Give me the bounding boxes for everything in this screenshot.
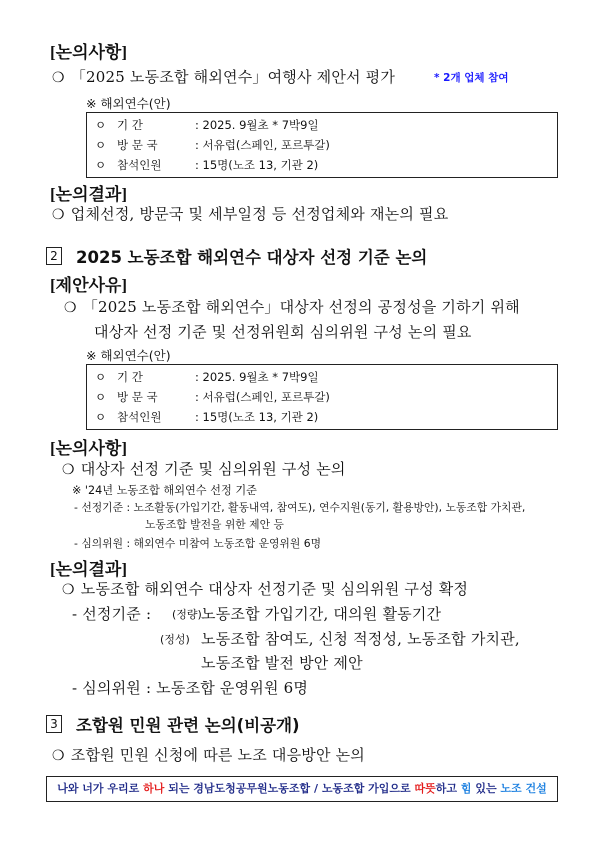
result-item-2 (62, 578, 468, 599)
circle-bullet-icon: ❍ (64, 300, 77, 316)
criteria-label: - 선정기준 : (72, 605, 152, 623)
circle-bullet-icon: ❍ (62, 462, 75, 478)
plan-info-box-1 (86, 112, 558, 178)
reason-line-2: 대상자 선정 기준 및 선정위원회 심의위원 구성 논의 필요 (94, 323, 472, 341)
reference-committee: - 심의위원 : 해외연수 미참여 노동조합 운영위원 6명 (74, 537, 322, 550)
plan-row-attendees: ㅇ 참석인원 : 15명(노조 13, 기관 2) (95, 410, 319, 424)
qualitative-criteria-1: 노동조합 참여도, 신청 적정성, 노동조합 가치관, (201, 630, 520, 648)
plan-label-1: ※ 해외연수(안) (86, 96, 171, 111)
section-3-item-text: 조합원 민원 신청에 따른 노조 대응방안 논의 (70, 746, 365, 764)
plan-row-country: ㅇ 방 문 국 : 서유럽(스페인, 포르투갈) (95, 390, 330, 404)
result-heading-1: [논의결과] (50, 185, 128, 204)
circle-bullet-icon: ❍ (62, 582, 75, 598)
vendor-count-note: * 2개 업체 참여 (434, 72, 509, 84)
slogan-part: 하고 (435, 782, 461, 795)
discussion-heading-2: [논의사항] (50, 439, 128, 458)
section-2-title (46, 244, 427, 268)
plan-row-attendees: ㅇ 참석인원 : 15명(노조 13, 기관 2) (95, 158, 319, 172)
reference-criteria-line-2: 노동조합 발전을 위한 제안 등 (145, 518, 284, 531)
circle-bullet-icon: ❍ (52, 748, 65, 764)
section-number-box: 3 (46, 715, 62, 733)
circle-bullet-icon: ❍ (52, 70, 65, 86)
slogan-highlight-union: 노조 건설 (500, 782, 547, 795)
slogan-part: 있는 (471, 782, 501, 795)
section-2-title-text: 2025 노동조합 해외연수 대상자 선정 기준 논의 (76, 248, 428, 267)
plan-row-period: ㅇ 기 간 : 2025. 9월초 * 7박9일 (95, 370, 319, 384)
discussion-item-2-text: 대상자 선정 기준 및 심의위원 구성 논의 (80, 460, 346, 478)
reference-note: ※ '24년 노동조합 해외연수 선정 기준 (72, 484, 257, 497)
result-item-1 (52, 203, 448, 224)
slogan-highlight-one: 하나 (143, 782, 165, 795)
plan-info-box-2 (86, 364, 558, 430)
slogan-highlight-warm: 따뜻 (414, 782, 436, 795)
discussion-heading-1: [논의사항] (50, 43, 128, 62)
reason-line-1-text: 「2025 노동조합 해외연수」대상자 선정의 공정성을 기하기 위해 (82, 298, 520, 316)
discussion-item-2 (62, 458, 346, 479)
plan-row-country: ㅇ 방 문 국 : 서유럽(스페인, 포르투갈) (95, 138, 330, 152)
qualitative-criteria-2: 노동조합 발전 방안 제안 (201, 654, 363, 672)
slogan-highlight-strength: 힘 (460, 782, 472, 795)
slogan-part: 되는 경남도청공무원노동조합 / 노동조합 가입으로 (164, 782, 415, 795)
qualitative-tag: (정성) (160, 633, 190, 646)
discussion-item-1 (52, 66, 395, 87)
section-number-box: 2 (46, 247, 62, 265)
slogan-part: 나와 너가 우리로 (57, 782, 144, 795)
circle-bullet-icon: ❍ (52, 207, 65, 223)
section-3-item (52, 744, 365, 765)
reason-heading: [제안사유] (50, 276, 128, 295)
result-heading-2: [논의결과] (50, 560, 128, 579)
section-3-title (46, 712, 300, 736)
section-3-title-text: 조합원 민원 관련 논의(비공개) (76, 716, 300, 735)
union-slogan-banner (46, 776, 558, 802)
reason-line-1 (64, 296, 520, 317)
quantitative-tag: (정량) (172, 608, 202, 621)
plan-row-period: ㅇ 기 간 : 2025. 9월초 * 7박9일 (95, 118, 319, 132)
discussion-item-1-text: 「2025 노동조합 해외연수」여행사 제안서 평가 (70, 68, 396, 86)
quantitative-criteria: 노동조합 가입기간, 대의원 활동기간 (201, 605, 442, 623)
result-item-1-text: 업체선정, 방문국 및 세부일정 등 선정업체와 재논의 필요 (70, 205, 449, 223)
reference-criteria-line-1: - 선정기준 : 노조활동(가입기간, 활동내역, 참여도), 연수지원(동기, 활용방안), 노동조합 가치관, (74, 501, 526, 514)
result-item-2-text: 노동조합 해외연수 대상자 선정기준 및 심의위원 구성 확정 (80, 580, 469, 598)
committee-result: - 심의위원 : 노동조합 운영위원 6명 (72, 679, 309, 697)
plan-label-2: ※ 해외연수(안) (86, 348, 171, 363)
